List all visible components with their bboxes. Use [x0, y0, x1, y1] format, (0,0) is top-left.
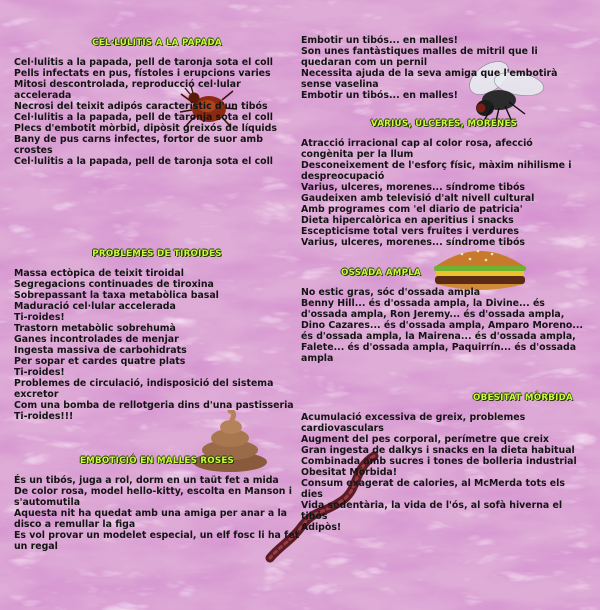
lyric-line: Segregacions continuades de tiroxina [14, 279, 214, 290]
lyric-line: Ganes incontrolades de menjar [14, 334, 179, 345]
lyric-line: Acumulació excessiva de greix, problemes cardiovasculars [301, 412, 526, 434]
lyric-line: Embotir un tibós... en malles! [301, 90, 458, 101]
lyric-line: Dieta hipercalòrica en aperitius i snacks [301, 215, 514, 226]
song-varices [301, 119, 587, 248]
lyric-line: Ti-roides! [14, 367, 65, 378]
lyric-line: Amb programes com 'el diario de patricia' [301, 204, 523, 215]
lyric-line: Ti-roides! [14, 312, 65, 323]
lyric-line: Son unes fantàstiques malles de mitril que li quedaran com un pernil [301, 46, 538, 68]
lyric-line: Com una bomba de rellotgeria dins d'una pastisseria [14, 400, 294, 411]
lyric-line: Benny Hill... és d'ossada ampla, la Divine... és d'ossada ampla, Ron Jeremy... és d'ossada ampla, Dino Cazares... és d'ossada ampla, Amparo Moreno... és d'ossada ampla, la Mairena... és d'ossada ampla, Falete... és d'ossada ampla, Paquirrín... és d'ossada ampla [301, 298, 583, 364]
lyric-line: No estic gras, sóc d'ossada ampla [301, 287, 481, 298]
lyric-line: Necessita ajuda de la seva amiga que l'embotirà sense vaselina [301, 68, 558, 90]
lyric-line: Problemes de circulació, indisposició del sistema excretor [14, 378, 274, 400]
lyric-line: Varius, ulceres, morenes... síndrome tibós [301, 237, 525, 248]
lyric-line: Combinada amb sucres i tones de bolleria industrial [301, 456, 577, 467]
lyric-line: Necrosi del teixit adipós característic d'un tibós [14, 101, 268, 112]
lyric-line: Sobrepassant la taxa metabòlica basal [14, 290, 219, 301]
song-title: OBESITAT MÒRBIDA [473, 393, 573, 403]
song-thyroid [14, 249, 300, 422]
lyric-line: Cel·lulitis a la papada, pell de taronja sota el coll [14, 57, 273, 68]
lyric-line: De color rosa, model hello-kitty, escolta en Manson i s'automutila [14, 486, 292, 508]
lyric-line: Per sopar et cardes quatre plats [14, 356, 186, 367]
lyric-line: Maduració cel·lular accelerada [14, 301, 176, 312]
lyric-line: Augment del pes corporal, perímetre que creix [301, 434, 549, 445]
song-title: CEL·LULITIS A LA PAPADA [92, 38, 222, 48]
song-big-bones [301, 268, 587, 364]
lyric-line: És un tibós, juga a rol, dorm en un taüt fet a mida [14, 475, 279, 486]
song-title: PROBLEMES DE TIROIDES [92, 249, 222, 259]
lyric-line: Plecs d'embotit mòrbid, dipòsit greixós de líquids [14, 123, 277, 134]
lyric-line: Escepticisme total vers fruites i verdures [301, 226, 519, 237]
song-cellulitis [14, 38, 300, 167]
lyric-line: Vida sedentària, la vida de l'ós, al sofà hiverna el tibós [301, 500, 563, 522]
lyric-line: Atracció irracional cap al color rosa, afecció congènita per la llum [301, 138, 533, 160]
lyric-line: Consum exagerat de calories, al McMerda tots els dies [301, 478, 565, 500]
lyric-line: Embotir un tibós... en malles! [301, 35, 458, 46]
lyric-line: Mitosi descontrolada, reproducció cel·lular accelerada [14, 79, 241, 101]
lyric-line: Varius, ulceres, morenes... síndrome tibós [301, 182, 525, 193]
lyric-line: Cel·lulitis a la papada, pell de taronja sota el coll [14, 156, 273, 167]
lyric-line: Trastorn metabòlic sobrehumà [14, 323, 176, 334]
lyric-line: Gaudeixen amb televisió d'alt nivell cultural [301, 193, 535, 204]
lyric-line: Aquesta nit ha quedat amb una amiga per anar a la disco a remullar la figa [14, 508, 287, 530]
lyric-line: Bany de pus carns infectes, fortor de suor amb crostes [14, 134, 263, 156]
song-morbid-obesity [301, 393, 587, 533]
lyric-line: Ingesta massiva de carbohidrats [14, 345, 187, 356]
song-pink-tights-continued [301, 35, 587, 101]
lyric-line: Desconeixement de l'esforç físic, màxim nihilisme i despreocupació [301, 160, 572, 182]
lyric-line: Gran ingesta de dalkys i snacks en la dieta habitual [301, 445, 575, 456]
song-title: OSSADA AMPLA [341, 268, 421, 278]
lyric-line: Pells infectats en pus, fístoles i erupcions varies [14, 68, 271, 79]
lyric-line: Cel·lulitis a la papada, pell de taronja sota el coll [14, 112, 273, 123]
song-pink-tights [14, 456, 300, 552]
lyric-line: Obesitat Mòrbida! [301, 467, 398, 478]
lyric-line: Adipòs! [301, 522, 342, 533]
lyric-line: Es vol provar un modelet especial, un elf fosc li ha fet un regal [14, 530, 300, 552]
song-title: VARIUS, ULCERES, MORENES [370, 119, 518, 129]
lyric-line: Massa ectòpica de teixit tiroidal [14, 268, 184, 279]
song-title: EMBOTICIÓ EN MALLES ROSES [79, 456, 235, 466]
lyric-line: Ti-roides!!! [14, 411, 74, 422]
